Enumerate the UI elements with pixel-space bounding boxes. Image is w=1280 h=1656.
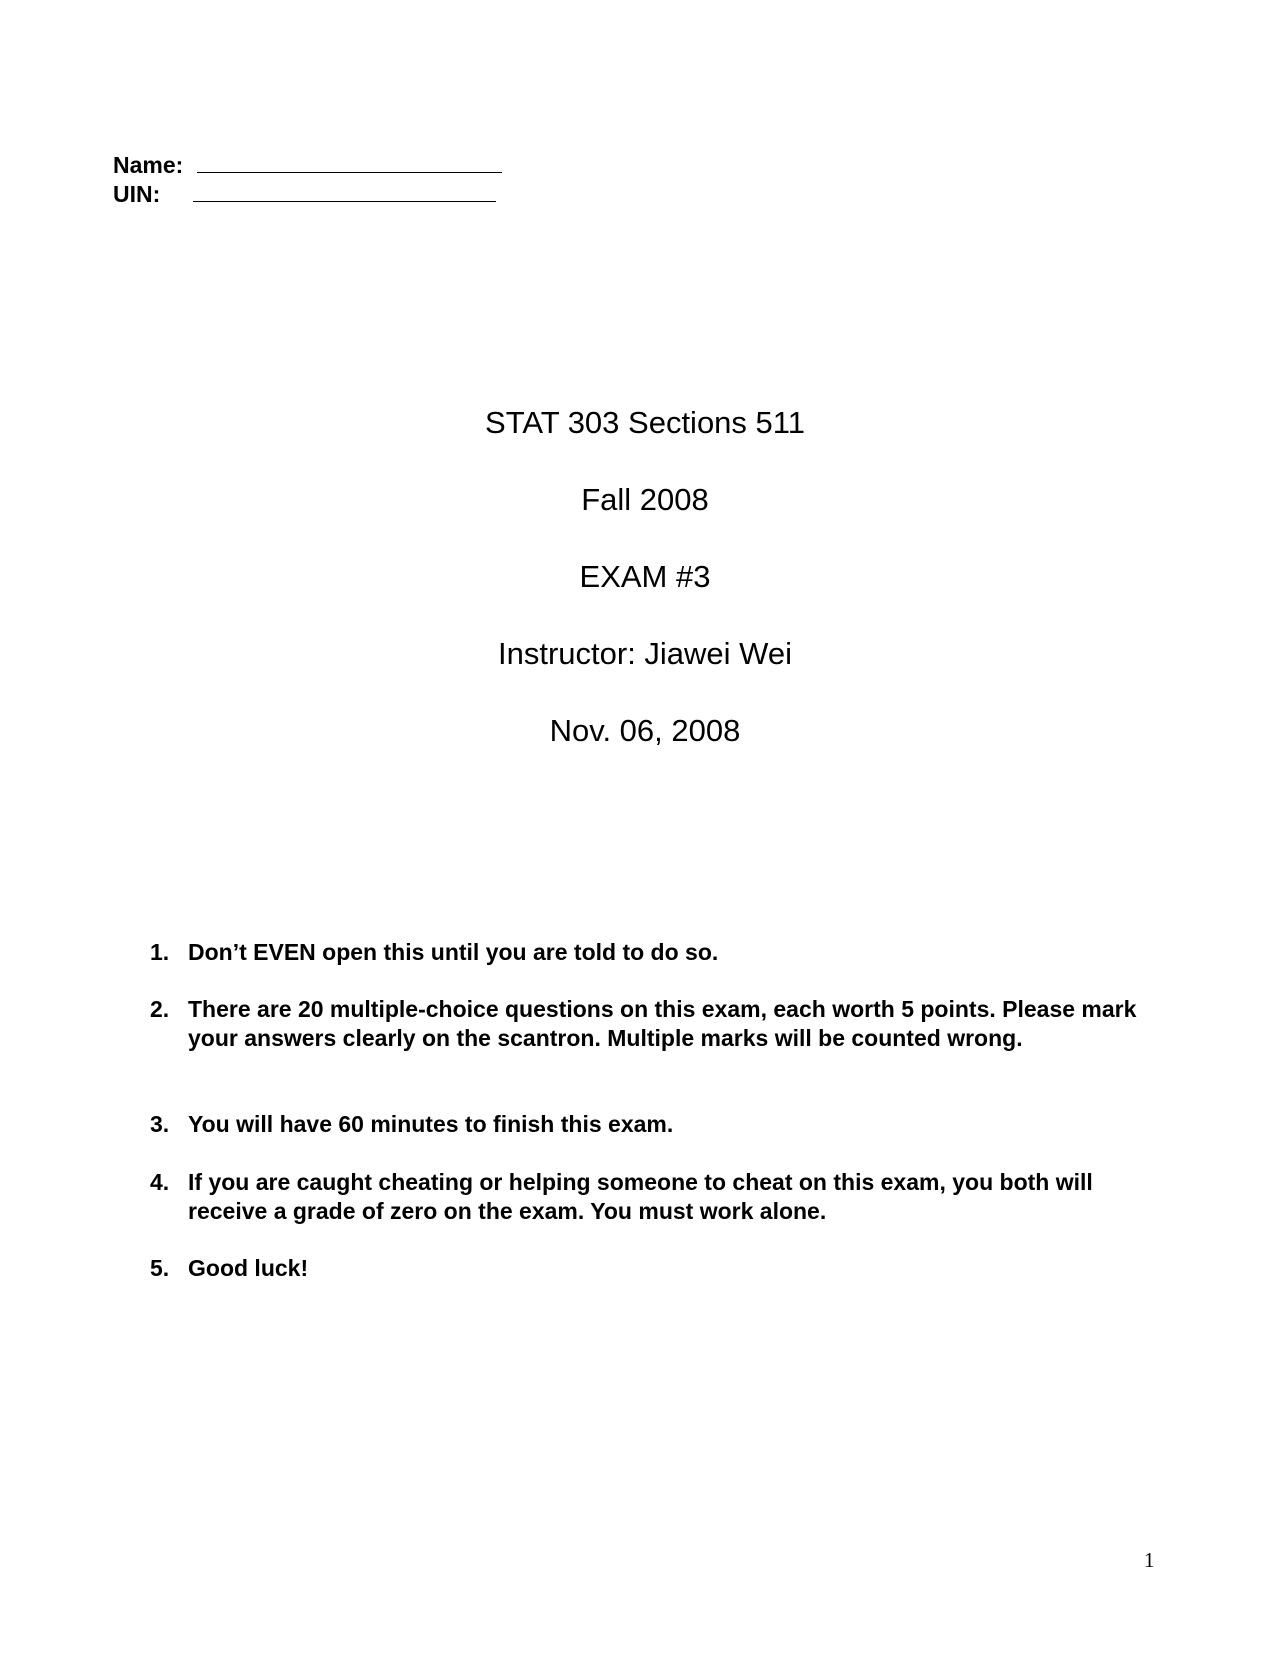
instruction-text: Good luck! [188,1255,309,1281]
instruction-item [150,938,1170,967]
instruction-number: 3. [150,1111,170,1137]
instruction-text: If you are caught cheating or helping someone to cheat on this exam, you both will receive a grade of zero on the exam. You must work alone. [188,1169,1093,1224]
instruction-number: 5. [150,1255,170,1281]
instruction-number: 2. [150,996,170,1022]
instruction-item [150,1254,1170,1283]
instruction-number: 1. [150,939,170,965]
course-title: STAT 303 Sections 511 [485,405,805,440]
uin-label: UIN: [113,181,161,207]
name-blank-line [197,150,502,173]
instructor-title: Instructor: Jiawei Wei [497,636,792,671]
name-field-row [113,150,502,179]
uin-field-row [113,179,502,208]
uin-blank-line [193,179,496,202]
page-number: 1 [1144,1548,1155,1572]
instruction-text: There are 20 multiple-choice questions on this exam, each worth 5 points. Please mark your answers clearly on the scantron. Multiple marks will be counted wrong. [188,996,1137,1051]
instruction-item [150,1110,1170,1139]
instruction-item [150,1168,1170,1226]
instruction-item [150,995,1170,1053]
instruction-text: You will have 60 minutes to finish this exam. [188,1111,674,1137]
exam-date-title: Nov. 06, 2008 [549,713,741,748]
name-label: Name: [113,152,184,178]
term-title: Fall 2008 [581,482,709,517]
student-info-fields [113,150,502,208]
instruction-text: Don’t EVEN open this until you are told to do so. [188,939,719,965]
exam-number-title: EXAM #3 [579,559,711,594]
instruction-number: 4. [150,1169,170,1195]
